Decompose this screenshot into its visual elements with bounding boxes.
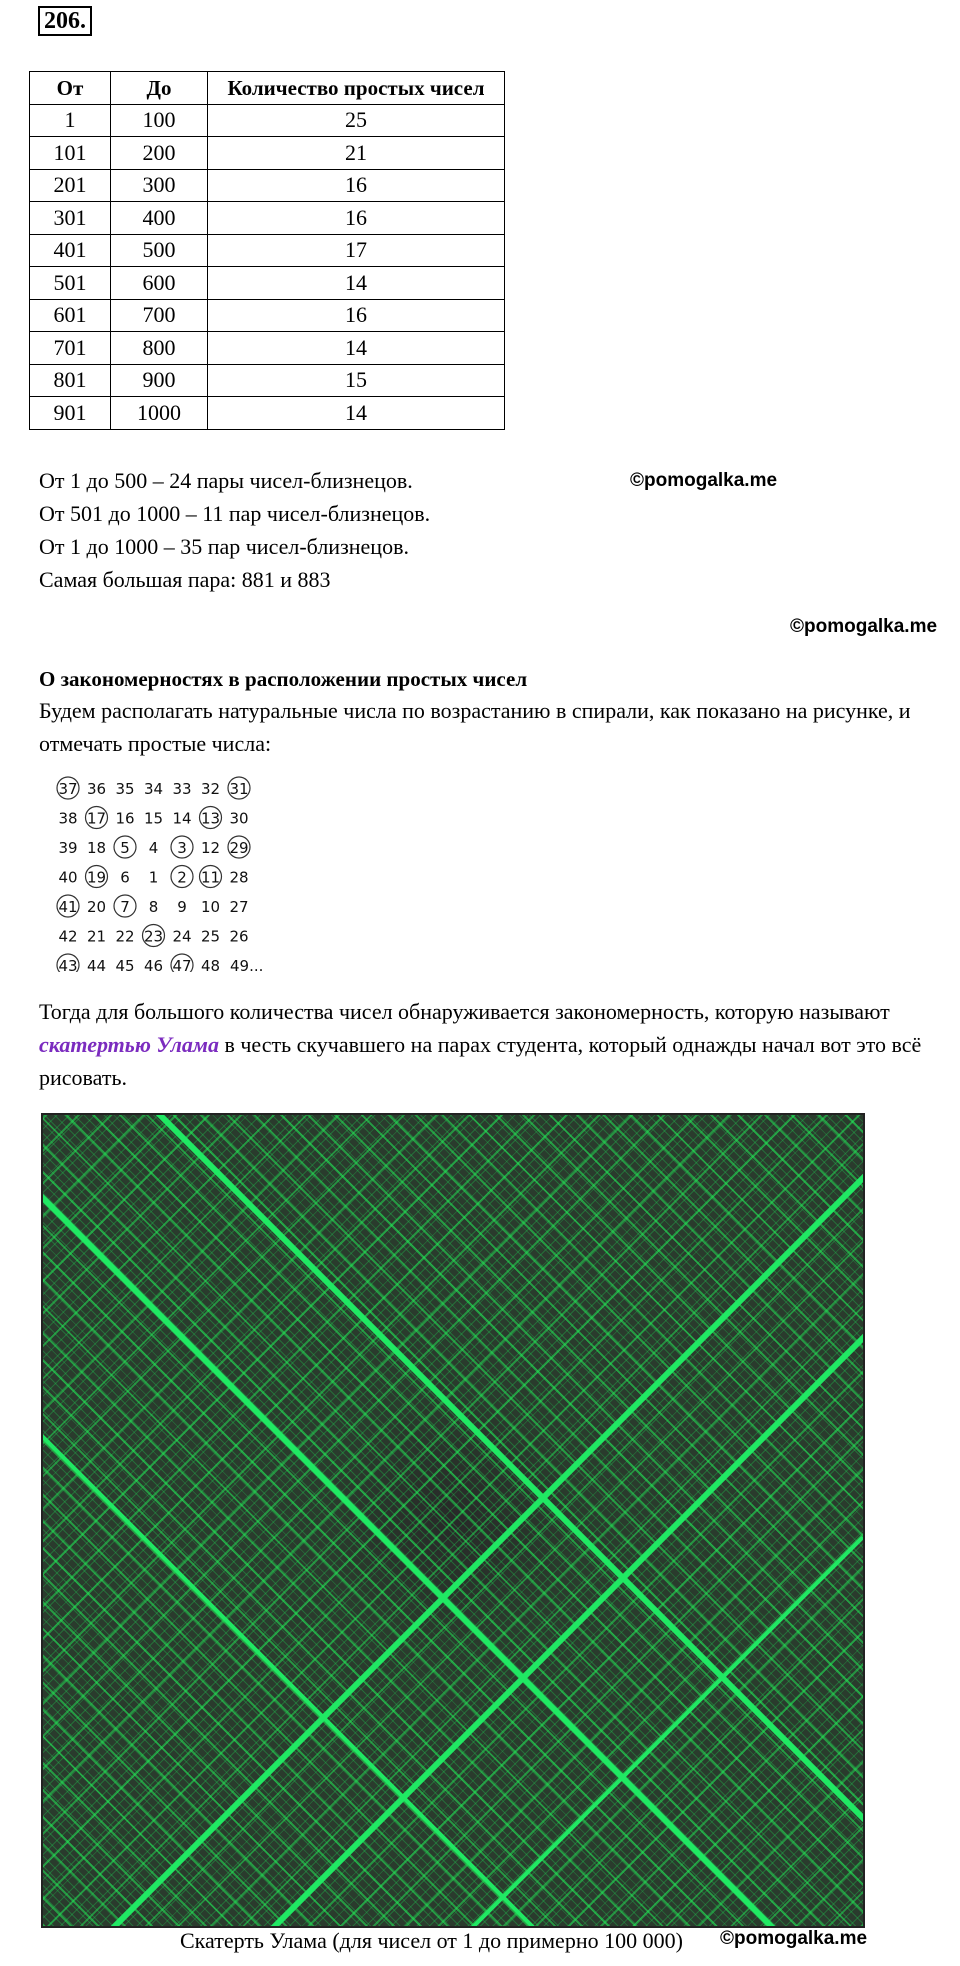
ulam-paragraph: [39, 995, 939, 1094]
cell-count: 17: [208, 234, 505, 267]
spiral-number: 22: [115, 927, 135, 946]
spiral-number: 30: [229, 809, 249, 828]
spiral-number: 13: [200, 809, 221, 828]
spiral-number: 16: [115, 809, 135, 828]
cell-from: 801: [30, 364, 111, 397]
ulam-paragraph-end: в честь скучавшего на парах студента, который однажды начал вот это всё рисовать.: [39, 1032, 922, 1090]
spiral-number: 34: [143, 780, 164, 798]
spiral-number: 1: [148, 868, 159, 887]
spiral-number: 47: [172, 957, 192, 972]
table-row: [30, 169, 505, 202]
ulam-paragraph-start: Тогда для большого количества чисел обнаруживается закономерность, которую называют: [39, 999, 890, 1024]
cell-to: 1000: [111, 397, 208, 430]
spiral-number: 46: [143, 957, 164, 972]
cell-count: 14: [208, 267, 505, 300]
cell-to: 300: [111, 169, 208, 202]
watermark: ©pomogalka.me: [630, 470, 778, 491]
spiral-number: 37: [58, 780, 78, 798]
spiral-number: 29: [229, 839, 249, 857]
spiral-number: 23: [143, 927, 164, 946]
section-heading: О закономерностях в расположении простых чисел: [39, 667, 528, 691]
cell-to: 700: [111, 299, 208, 332]
cell-count: 21: [208, 137, 505, 170]
table-row: [30, 299, 505, 332]
spiral-number: 15: [143, 809, 164, 828]
spiral-number: 48: [200, 957, 221, 972]
spiral-number: 4: [148, 839, 159, 857]
table-header-row: [30, 72, 505, 105]
spiral-number: 41: [58, 898, 78, 916]
spiral-number: 40: [58, 868, 78, 887]
spiral-number: 26: [229, 927, 249, 946]
spiral-number: 20: [86, 898, 107, 916]
cell-count: 16: [208, 299, 505, 332]
spiral-number: 12: [200, 839, 221, 857]
spiral-number: 27: [229, 898, 249, 916]
cell-count: 16: [208, 169, 505, 202]
table-row: [30, 267, 505, 300]
table-row: [30, 364, 505, 397]
cell-count: 14: [208, 397, 505, 430]
ulam-diagonal: [101, 1113, 865, 1909]
twins-line-4: Самая большая пара: 881 и 883: [39, 567, 331, 592]
spiral-number: 17: [86, 809, 107, 828]
table-row: [30, 397, 505, 430]
spiral-number: 6: [120, 868, 130, 887]
table-row: [30, 234, 505, 267]
spiral-number: 42: [58, 927, 78, 946]
cell-to: 800: [111, 332, 208, 365]
twins-line-3: От 1 до 1000 – 35 пар чисел-близнецов.: [39, 534, 409, 559]
spiral-number: 44: [86, 957, 107, 972]
cell-to: 600: [111, 267, 208, 300]
watermark: ©pomogalka.me: [720, 1928, 868, 1949]
table-row: [30, 104, 505, 137]
cell-from: 301: [30, 202, 111, 235]
number-spiral: [48, 772, 328, 972]
spiral-number: 18: [86, 839, 107, 857]
ulam-diagonal: [41, 1376, 621, 1928]
header-from: От: [30, 72, 111, 105]
primes-table: [29, 71, 505, 430]
cell-from: 201: [30, 169, 111, 202]
table-row: [30, 202, 505, 235]
spiral-number: 11: [200, 868, 221, 887]
spiral-number: 24: [172, 927, 192, 946]
spiral-number: 21: [86, 927, 107, 946]
ulam-diagonal: [52, 1136, 865, 1928]
ulam-caption: Скатерть Улама (для чисел от 1 до примерно 100 000): [180, 1928, 683, 1953]
cell-count: 15: [208, 364, 505, 397]
spiral-number: 49...: [230, 957, 264, 972]
spiral-number: 45: [115, 957, 135, 972]
spiral-number: 35: [115, 780, 135, 798]
ulam-diagonal: [225, 1536, 864, 1928]
cell-from: 601: [30, 299, 111, 332]
cell-from: 701: [30, 332, 111, 365]
cell-from: 101: [30, 137, 111, 170]
task-number: 206.: [38, 6, 92, 36]
section-intro: Будем располагать натуральные числа по возрастанию в спирали, как показано на рисунке, и отмечать простые числа:: [39, 698, 911, 756]
twins-line-1: От 1 до 500 – 24 пары чисел-близнецов.: [39, 468, 413, 493]
table-row: [30, 137, 505, 170]
cell-count: 25: [208, 104, 505, 137]
spiral-number: 3: [177, 839, 187, 857]
spiral-number: 31: [229, 780, 249, 798]
spiral-number: 28: [229, 868, 249, 887]
spiral-number: 38: [58, 809, 78, 828]
cell-count: 16: [208, 202, 505, 235]
spiral-number: 32: [200, 780, 221, 798]
spiral-number: 19: [86, 868, 107, 887]
cell-to: 900: [111, 364, 208, 397]
spiral-number: 7: [120, 898, 130, 916]
spiral-number: 9: [177, 898, 187, 916]
cell-from: 901: [30, 397, 111, 430]
spiral-number: 8: [148, 898, 159, 916]
spiral-number: 2: [177, 868, 187, 887]
watermark: ©pomogalka.me: [790, 616, 938, 637]
spiral-number: 5: [120, 839, 130, 857]
cell-to: 400: [111, 202, 208, 235]
cell-count: 14: [208, 332, 505, 365]
cell-to: 100: [111, 104, 208, 137]
twins-line-2: От 501 до 1000 – 11 пар чисел-близнецов.: [39, 501, 431, 526]
cell-to: 500: [111, 234, 208, 267]
ulam-term: скатертью Улама: [39, 1032, 219, 1057]
cell-to: 200: [111, 137, 208, 170]
cell-from: 1: [30, 104, 111, 137]
spiral-number: 33: [172, 780, 192, 798]
spiral-number: 39: [58, 839, 78, 857]
cell-from: 401: [30, 234, 111, 267]
header-count: Количество простых чисел: [208, 72, 505, 105]
spiral-number: 25: [200, 927, 221, 946]
spiral-number: 10: [200, 898, 221, 916]
spiral-number: 36: [86, 780, 107, 798]
spiral-number: 43: [58, 957, 78, 972]
ulam-diagonal: [41, 1156, 854, 1928]
cell-from: 501: [30, 267, 111, 300]
spiral-number: 14: [172, 809, 192, 828]
table-row: [30, 332, 505, 365]
ulam-spiral-image: [41, 1113, 865, 1928]
header-to: До: [111, 72, 208, 105]
